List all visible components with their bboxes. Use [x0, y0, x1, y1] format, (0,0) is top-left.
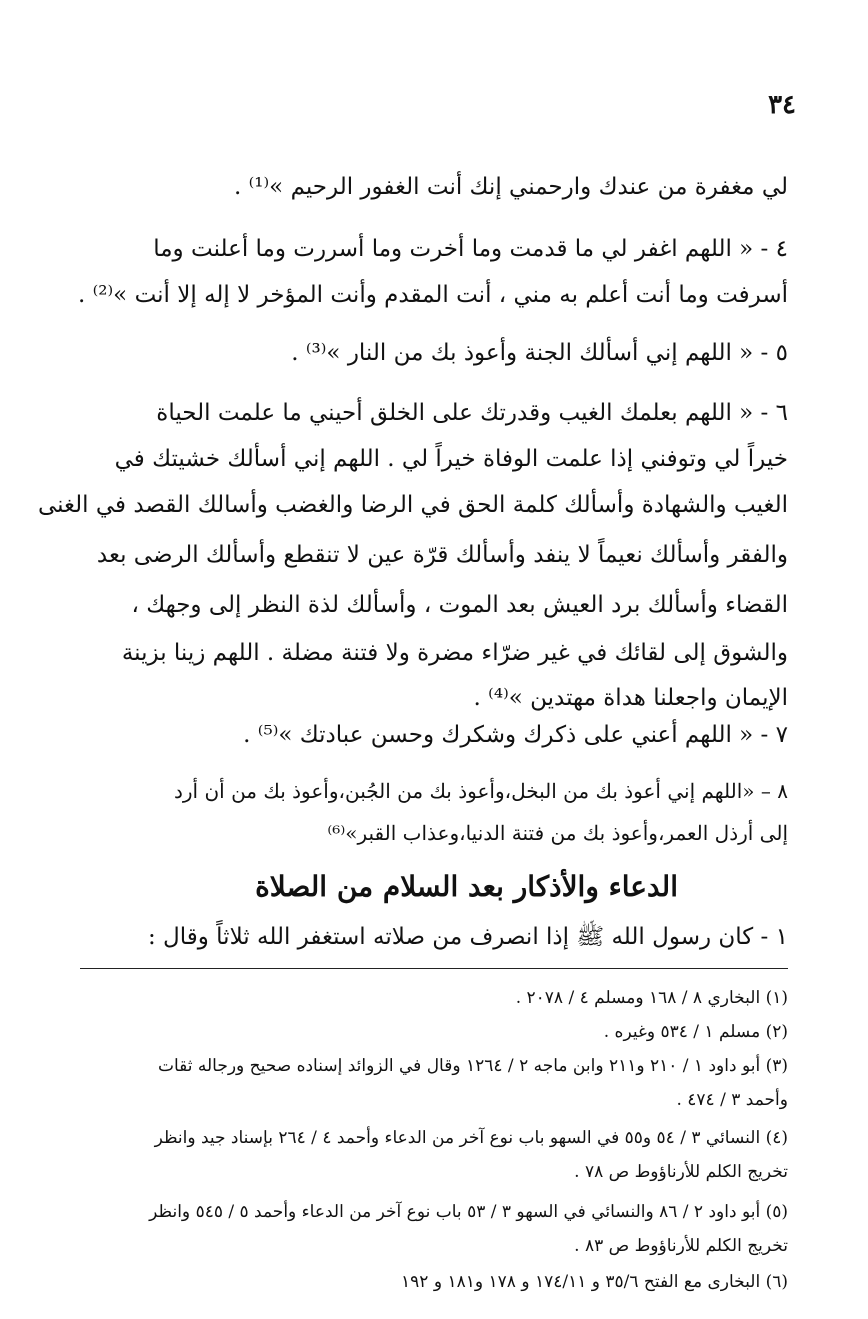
text-line-9: القضاء وأسألك برد العيش بعد الموت ، وأسألك لذة النظر إلى وجهك ، [131, 592, 788, 618]
text-line-10: والشوق إلى لقائك في غير ضرّاء مضرة ولا فتنة مضلة . اللهم زينا بزينة [121, 640, 788, 666]
text-line-8: والفقر وأسألك نعيماً لا ينفد وأسألك قرّة عين لا تنقطع وأسألك الرضى بعد [96, 542, 788, 568]
text-line-2: ٤ - « اللهم اغفر لي ما قدمت وما أخرت وما أسررت وما أعلنت وما [153, 236, 788, 262]
footnote-1: (١) البخاري ٨ / ١٦٨ ومسلم ٤ / ٢٠٧٨ . [515, 988, 788, 1008]
text-line-after-heading: ١ - كان رسول الله ﷺ إذا انصرف من صلاته استغفر الله ثلاثاً وقال : [147, 924, 788, 950]
text-line-14: إلى أرذل العمر،وأعوذ بك من فتنة الدنيا،وعذاب القبر»⁽⁶⁾ [327, 821, 788, 845]
footnote-6: (٦) البخارى مع الفتح ٣٥/٦ و ١٧٤/١١ و ١٧٨ و١٨١ و ١٩٢ [401, 1272, 788, 1292]
footnote-4-cont: تخريج الكلم للأرناؤوط ص ٧٨ . [574, 1162, 788, 1182]
text-line-6: خيراً لي وتوفني إذا علمت الوفاة خيراً لي . اللهم إني أسألك خشيتك في [114, 446, 788, 472]
page-number: ٣٤ [768, 90, 796, 120]
text-line-11: الإيمان واجعلنا هداة مهتدين »⁽⁴⁾ . [473, 685, 788, 711]
text-line-3: أسرفت وما أنت أعلم به مني ، أنت المقدم وأنت المؤخر لا إله إلا أنت »⁽²⁾ . [78, 282, 788, 308]
footnote-separator [80, 968, 788, 969]
footnote-3-cont: وأحمد ٣ / ٤٧٤ . [676, 1090, 788, 1110]
footnote-4: (٤) النسائي ٣ / ٥٤ و٥٥ في السهو باب نوع آخر من الدعاء وأحمد ٤ / ٢٦٤ بإسناد جيد وانظر [154, 1128, 788, 1148]
text-line-12: ٧ - « اللهم أعني على ذكرك وشكرك وحسن عبادتك »⁽⁵⁾ . [243, 722, 788, 748]
section-heading: الدعاء والأذكار بعد السلام من الصلاة [255, 870, 678, 903]
text-line-5: ٦ - « اللهم بعلمك الغيب وقدرتك على الخلق أحيني ما علمت الحياة [156, 400, 788, 426]
footnote-5-cont: تخريج الكلم للأرناؤوط ص ٨٣ . [574, 1236, 788, 1256]
footnote-2: (٢) مسلم ١ / ٥٣٤ وغيره . [603, 1022, 788, 1042]
text-line-4: ٥ - « اللهم إني أسألك الجنة وأعوذ بك من النار »⁽³⁾ . [291, 340, 788, 366]
text-line-7: الغيب والشهادة وأسألك كلمة الحق في الرضا والغضب وأسالك القصد في الغنى [37, 492, 788, 518]
text-line-13: ٨ – «اللهم إني أعوذ بك من البخل،وأعوذ بك من الجُبن،وأعوذ بك من أن أرد [173, 779, 788, 803]
text-line-1: لي مغفرة من عندك وارحمني إنك أنت الغفور الرحيم »⁽¹⁾ . [234, 174, 788, 200]
footnote-5: (٥) أبو داود ٢ / ٨٦ والنسائي في السهو ٣ / ٥٣ باب نوع آخر من الدعاء وأحمد ٥ / ٥٤٥ وانظر [149, 1202, 788, 1222]
footnote-3: (٣) أبو داود ١ / ٢١٠ و٢١١ وابن ماجه ٢ / ١٢٦٤ وقال في الزوائد إسناده صحيح ورجاله ثقات [157, 1056, 788, 1076]
